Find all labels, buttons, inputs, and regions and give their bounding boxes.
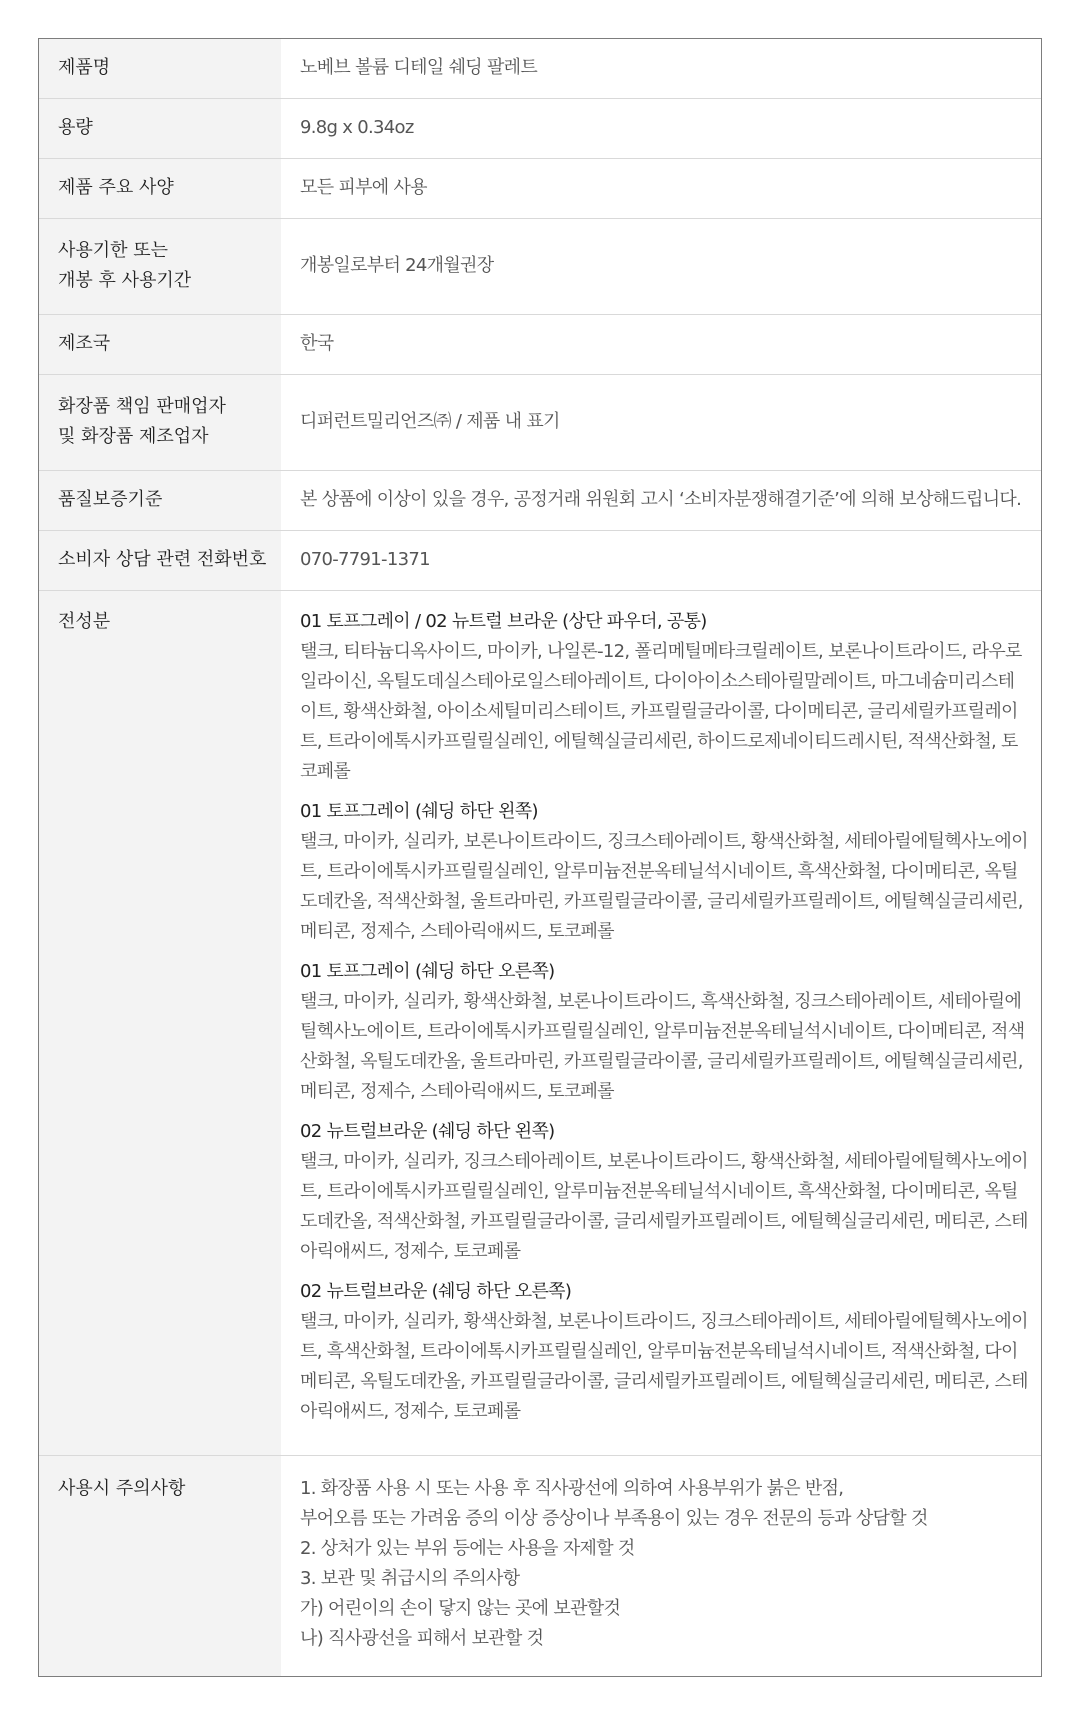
row-origin — [39, 315, 1041, 375]
label-product-name: 제품명 — [39, 39, 281, 99]
row-spec — [39, 159, 1041, 219]
ingredient-group-text: 탤크, 마이카, 실리카, 징크스테아레이트, 보론나이트라이드, 황색산화철, 세테아릴에틸헥사노에이트, 트라이에톡시카프릴릴실레인, 알루미늄전분옥테닐석시네이트, 흑색산화철, 다이메티콘, 옥틸도데칸올, 적색산화철, 카프릴릴글라이콜, 글리세릴카프릴레이트, 에틸헥실글리세린, 메티콘, 스테아릭애씨드, 정제수, 토코페롤 — [300, 1151, 1028, 1262]
value-expiry: 개봉일로부터 24개월권장 — [300, 255, 494, 276]
caution-line: 가) 어린이의 손이 닿지 않는 곳에 보관할것 — [300, 1598, 621, 1619]
value-product-name: 노베브 볼륨 디테일 쉐딩 팔레트 — [300, 57, 538, 78]
label-spec: 제품 주요 사양 — [39, 159, 281, 219]
ingredient-group-text: 탤크, 마이카, 실리카, 황색산화철, 보론나이트라이드, 징크스테아레이트, 세테아릴에틸헥사노에이트, 흑색산화철, 트라이에톡시카프릴릴실레인, 알루미늄전분옥테닐석시네이트, 적색산화철, 다이메티콘, 옥틸도데칸올, 카프릴릴글라이콜, 글리세릴카프릴레이트, 에틸헥실글리세린, 메티콘, 스테아릭애씨드, 정제수, 토코페롤 — [300, 1311, 1028, 1422]
ingredient-group — [300, 607, 1029, 787]
row-warranty — [39, 471, 1041, 531]
row-seller — [39, 375, 1041, 471]
value-caution — [281, 1456, 1041, 1677]
label-expiry-line1: 사용기한 또는 — [58, 240, 169, 261]
ingredient-group — [300, 1117, 1029, 1267]
value-seller: 디퍼런트밀리언즈㈜ / 제품 내 표기 — [300, 411, 560, 432]
value-volume: 9.8g x 0.34oz — [300, 117, 414, 138]
caution-line: 1. 화장품 사용 시 또는 사용 후 직사광선에 의하여 사용부위가 붉은 반점, — [300, 1478, 844, 1499]
label-seller — [39, 375, 281, 471]
label-warranty: 품질보증기준 — [39, 471, 281, 531]
label-origin: 제조국 — [39, 315, 281, 375]
ingredient-group-title: 01 토프그레이 (쉐딩 하단 왼쪽) — [300, 801, 538, 822]
caution-line: 부어오름 또는 가려움 증의 이상 증상이나 부족용이 있는 경우 전문의 등과 상담할 것 — [300, 1508, 928, 1529]
row-expiry — [39, 219, 1041, 315]
label-seller-line1: 화장품 책임 판매업자 — [58, 396, 226, 417]
ingredient-group-title: 01 토프그레이 (쉐딩 하단 오른쪽) — [300, 961, 555, 982]
ingredient-group-title: 02 뉴트럴브라운 (쉐딩 하단 왼쪽) — [300, 1121, 555, 1142]
product-info-table — [38, 38, 1042, 1677]
label-volume: 용량 — [39, 99, 281, 159]
info-table — [39, 39, 1041, 1676]
ingredient-group — [300, 797, 1029, 947]
row-ingredients — [39, 591, 1041, 1456]
label-expiry — [39, 219, 281, 315]
value-spec: 모든 피부에 사용 — [300, 177, 427, 198]
row-phone — [39, 531, 1041, 591]
ingredient-group-text: 탤크, 티타늄디옥사이드, 마이카, 나일론-12, 폴리메틸메타크릴레이트, 보론나이트라이드, 라우로일라이신, 옥틸도데실스테아로일스테아레이트, 다이아이소스테아릴말레이트, 마그네슘미리스테이트, 황색산화철, 아이소세틸미리스테이트, 카프릴릴글라이콜, 다이메티콘, 글리세릴카프릴레이트, 트라이에톡시카프릴릴실레인, 에틸헥실글리세린, 하이드로제네이티드레시틴, 적색산화철, 토코페롤 — [300, 641, 1022, 782]
value-phone: 070-7791-1371 — [300, 549, 430, 570]
label-caution: 사용시 주의사항 — [39, 1456, 281, 1677]
row-volume — [39, 99, 1041, 159]
ingredient-group — [300, 957, 1029, 1107]
row-caution — [39, 1456, 1041, 1677]
ingredient-group — [300, 1277, 1029, 1427]
label-expiry-line2: 개봉 후 사용기간 — [58, 270, 192, 291]
ingredient-group-title: 01 토프그레이 / 02 뉴트럴 브라운 (상단 파우더, 공통) — [300, 611, 707, 632]
label-ingredients: 전성분 — [39, 591, 281, 1456]
caution-line: 나) 직사광선을 피해서 보관할 것 — [300, 1628, 544, 1649]
value-ingredients — [281, 591, 1041, 1456]
label-seller-line2: 및 화장품 제조업자 — [58, 426, 209, 447]
caution-line: 2. 상처가 있는 부위 등에는 사용을 자제할 것 — [300, 1538, 635, 1559]
value-origin: 한국 — [300, 333, 334, 354]
row-product-name — [39, 39, 1041, 99]
caution-line: 3. 보관 및 취급시의 주의사항 — [300, 1568, 520, 1589]
label-phone: 소비자 상담 관련 전화번호 — [39, 531, 281, 591]
ingredient-group-title: 02 뉴트럴브라운 (쉐딩 하단 오른쪽) — [300, 1281, 572, 1302]
ingredient-group-text: 탤크, 마이카, 실리카, 보론나이트라이드, 징크스테아레이트, 황색산화철, 세테아릴에틸헥사노에이트, 트라이에톡시카프릴릴실레인, 알루미늄전분옥테닐석시네이트, 흑색산화철, 다이메티콘, 옥틸도데칸올, 적색산화철, 울트라마린, 카프릴릴글라이콜, 글리세릴카프릴레이트, 에틸헥실글리세린, 메티콘, 정제수, 스테아릭애씨드, 토코페롤 — [300, 831, 1028, 942]
ingredient-group-text: 탤크, 마이카, 실리카, 황색산화철, 보론나이트라이드, 흑색산화철, 징크스테아레이트, 세테아릴에틸헥사노에이트, 트라이에톡시카프릴릴실레인, 알루미늄전분옥테닐석시네이트, 다이메티콘, 적색산화철, 옥틸도데칸올, 울트라마린, 카프릴릴글라이콜, 글리세릴카프릴레이트, 에틸헥실글리세린, 메티콘, 정제수, 스테아릭애씨드, 토코페롤 — [300, 991, 1025, 1102]
value-warranty: 본 상품에 이상이 있을 경우, 공정거래 위원회 고시 ‘소비자분쟁해결기준’에 의해 보상해드립니다. — [300, 489, 1022, 510]
